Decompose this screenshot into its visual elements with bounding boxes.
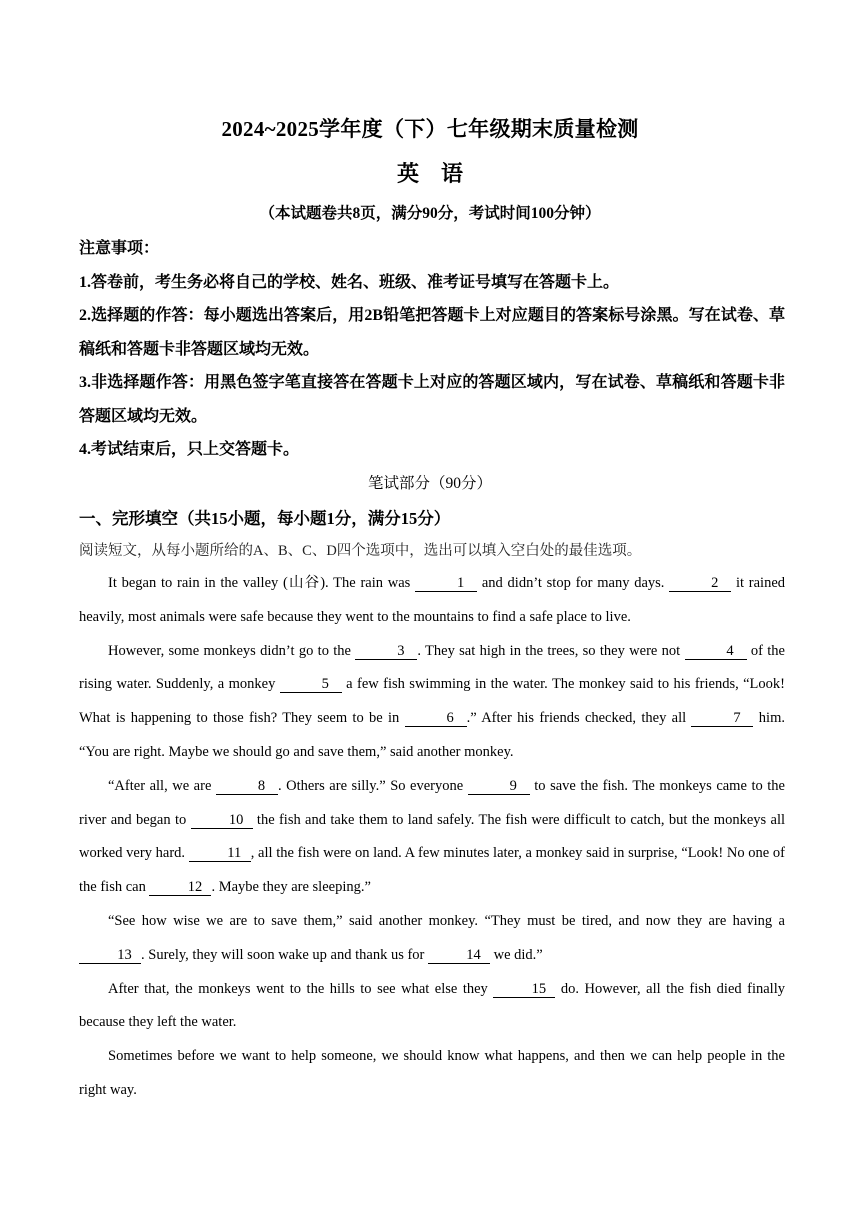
blank-number: 1 [415,576,477,592]
passage-text: do. However, all the fish died finally because they left the water. [79,980,785,1031]
notes-heading: 注意事项： [79,240,160,257]
passage-text: . Others are silly.” So everyone [277,777,468,794]
passage-text: After that, the monkeys went to the hills to see what else they [108,980,494,997]
passage-text: to save the fish. The monkeys came to the river and began to [79,777,785,828]
subject-title [0,157,860,188]
passage-text: “After all, we are [108,777,216,794]
passage-text: a few fish swimming in the water. The monkey said to his friends, “Look! What is happening to those fish? They seem to be in [79,676,785,727]
passage-text: . Maybe they are sleeping.” [211,879,371,896]
blank-number: 2 [669,576,731,592]
passage-text: and didn’t stop for many days. [477,575,670,591]
part-title: 一、完形填空（共15小题，每小题1分，满分15分） [79,509,451,528]
passage-text: . Surely, they will soon wake up and thank us for [141,946,428,963]
passage-text: However, some monkeys didn’t go to the [108,642,356,659]
blank-number: 8 [216,779,278,795]
passage-text: , all the fish were on land. A few minutes later, a monkey said in surprise, “Look! No one of the fish can [79,845,786,896]
passage-paragraph [79,905,785,973]
passage-text: “See how wise we are to save them,” said another monkey. “They must be tired, and now they are having a [108,912,785,929]
passage-text: Sometimes before we want to help someone, we should know what happens, and then we can help people in the right way. [79,1048,785,1098]
passage-paragraph [79,635,785,770]
blank-number: 15 [493,982,555,998]
exam-title: 2024~2025学年度（下）七年级期末质量检测 [221,117,639,141]
blank-number: 3 [355,644,417,660]
passage-paragraph [79,1040,785,1108]
note-item-3: 3.非选择题作答：用黑色签字笔直接答在答题卡上对应的答题区域内，写在试卷、草稿纸和答题卡非答题区域均无效。 [79,374,785,425]
subject-text: 英语 [396,161,485,186]
passage-text: .” After his friends checked, they all [466,710,692,727]
blank-number: 4 [685,644,747,660]
passage-paragraph [79,973,785,1041]
passage-text: we did.” [490,946,543,963]
note-item-1: 1.答卷前，考生务必将自己的学校、姓名、班级、准考证号填写在答题卡上。 [79,273,620,291]
passage-paragraph [79,567,785,635]
section-title: 笔试部分（90分） [367,475,492,492]
blank-number: 9 [468,779,530,795]
blank-number: 6 [405,711,467,727]
blank-number: 14 [428,948,490,964]
passage-text: of the rising water. Suddenly, a monkey [79,642,785,693]
blank-number: 11 [189,846,251,862]
cloze-passage [79,567,785,1108]
blank-number: 12 [149,880,211,896]
blank-number: 7 [691,711,753,727]
note-item-4: 4.考试结束后，只上交答题卡。 [79,441,300,458]
blank-number: 5 [280,677,342,693]
passage-text: the fish and take them to land safely. The fish were difficult to catch, but the monkeys all worked very hard. [79,811,785,862]
note-item-2: 2.选择题的作答：每小题选出答案后，用2B铅笔把答题卡上对应题目的答案标号涂黑。写在试卷、草稿纸和答题卡非答题区域均无效。 [79,307,785,358]
notes-section [79,232,785,467]
passage-text: him. “You are right. Maybe we should go and save them,” said another monkey. [79,710,785,760]
blank-number: 13 [79,948,141,964]
passage-text: it rained heavily, most animals were safe because they went to the mountains to find a safe place to live. [79,575,785,625]
passage-paragraph [79,770,785,905]
instructions: 阅读短文，从每小题所给的A、B、C、D四个选项中，选出可以填入空白处的最佳选项。 [79,543,642,559]
passage-text: . They sat high in the trees, so they were not [417,642,685,659]
passage-text: It began to rain in the valley (山谷). The rain was [108,575,416,591]
exam-info: （本试题卷共8页，满分90分，考试时间100分钟） [259,205,601,222]
blank-number: 10 [191,813,253,829]
